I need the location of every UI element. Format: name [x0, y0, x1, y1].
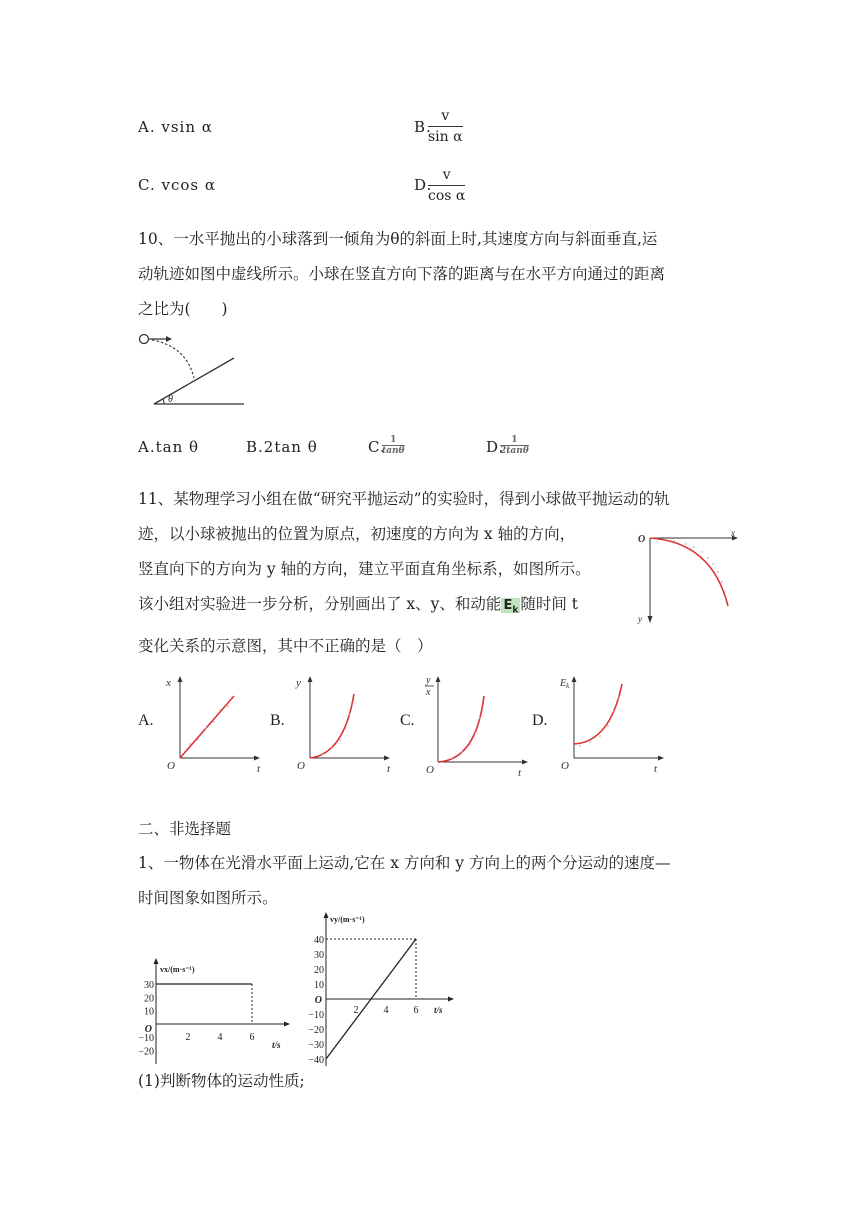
q10-line-2: 动轨迹如图中虚线所示。小球在竖直方向下落的距离与在水平方向通过的距离 — [138, 265, 666, 283]
x-axis-label: t — [257, 763, 261, 775]
curve — [574, 684, 622, 744]
kinetic-energy-symbol: $E_k$ — [503, 598, 519, 616]
q9-option-a: A. vsin α — [138, 118, 213, 136]
vx-y-tick-label: −20 — [138, 1046, 154, 1058]
q10-option-c-prefix: C. — [368, 438, 386, 456]
trajectory-curve — [650, 538, 728, 606]
curve — [438, 696, 484, 762]
q9-option-b-fraction — [428, 108, 463, 145]
vy-y-tick-label: 20 — [314, 965, 324, 976]
q11-line-2: 迹，以小球被抛出的位置为原点，初速度的方向为 x 轴的方向， — [138, 525, 576, 543]
vy-x-ticks — [354, 1005, 419, 1016]
x-axis-label: t — [387, 763, 391, 775]
vx-y-tick-label: 30 — [144, 980, 154, 991]
vx-time-graph — [134, 958, 294, 1066]
q11-line-5: 变化关系的示意图，其中不正确的是（ ） — [138, 636, 433, 655]
q10-incline-figure — [134, 328, 254, 412]
vy-y-tick-label: −10 — [308, 1010, 324, 1021]
origin-label: O — [167, 760, 175, 772]
fraction-denominator: tanθ — [382, 446, 405, 456]
angle-arc — [163, 399, 164, 404]
y-axis-label-denominator: x — [426, 687, 431, 698]
q11-line-4-start: 该小组对实验进一步分析，分别画出了 x、y、和动能 — [138, 595, 502, 613]
vx-x-tick-label: 4 — [217, 1032, 223, 1043]
graph-d — [556, 672, 666, 776]
y-axis-label: x — [166, 677, 171, 689]
fraction-numerator: v — [428, 108, 463, 127]
q11-line-3: 竖直向下的方向为 y 轴的方向，建立平面直角坐标系，如图所示。 — [138, 560, 591, 578]
q11-line-1: 11、某物理学习小组在做“研究平抛运动”的实验时，得到小球做平抛运动的轨 — [138, 490, 670, 508]
q10-option-a: A.tan θ — [138, 438, 200, 456]
vy-y-tick-label: −20 — [308, 1025, 324, 1036]
vx-y-tick-label: 20 — [144, 993, 154, 1005]
origin-label: O — [561, 760, 569, 772]
fraction-denominator: cos α — [428, 188, 466, 204]
q11-trajectory-figure — [634, 526, 744, 630]
q9-option-d-prefix: D. — [414, 176, 433, 194]
q9-option-d-fraction — [428, 167, 465, 204]
curve — [180, 696, 234, 758]
fraction-numerator: 1 — [382, 435, 405, 446]
y-axis-label: y — [296, 677, 301, 689]
q9-option-b-prefix: B. — [414, 118, 432, 136]
vy-x-tick-label: 2 — [353, 1005, 359, 1016]
theta-label: θ — [168, 394, 173, 405]
vy-y-tick-label: 10 — [314, 980, 324, 991]
sub-question-1: (1)判断物体的运动性质; — [138, 1072, 305, 1090]
q10-line-3: 之比为( ) — [138, 300, 228, 318]
vy-origin-label: O — [314, 995, 322, 1006]
origin-label: O — [426, 764, 434, 776]
arrow-head — [166, 336, 172, 342]
vy-y-tick-label: 30 — [314, 950, 324, 961]
fraction-numerator: 1 — [500, 435, 529, 446]
x-axis-label: x — [731, 528, 735, 538]
vy-y-tick-label: −40 — [308, 1055, 324, 1066]
y-axis-label: y — [638, 614, 642, 624]
graph-a — [162, 672, 262, 776]
origin-label: O — [638, 534, 646, 545]
q1-line-2: 时间图象如图所示。 — [138, 889, 278, 907]
vy-y-tick-label: −30 — [308, 1040, 324, 1051]
q1-line-1: 1、一物体在光滑水平面上运动,它在 x 方向和 y 方向上的两个分运动的速度— — [138, 854, 671, 872]
vx-y-tick-label: −10 — [138, 1033, 154, 1045]
y-axis-label-numerator: y — [426, 675, 431, 686]
q10-option-d-prefix: D. — [486, 438, 505, 456]
origin-label: O — [297, 760, 305, 772]
q9-option-c: C. vcos α — [138, 176, 216, 194]
vx-x-tick-label: 2 — [185, 1032, 191, 1043]
x-axis-label: t — [518, 767, 522, 776]
vx-time-label: t/s — [272, 1040, 281, 1050]
q11-line-4-end: 随时间 t — [520, 595, 578, 613]
q10-option-c-fraction — [382, 435, 405, 456]
vy-axis-label: vy/(m·s⁻¹) — [330, 915, 365, 924]
q10-option-b: B.2tan θ — [246, 438, 318, 456]
x-axis-label: t — [654, 763, 658, 775]
ball — [140, 335, 149, 344]
fraction-denominator: sin α — [428, 129, 463, 145]
q10-text — [138, 222, 738, 327]
vx-y-tick-label: 10 — [144, 1006, 154, 1018]
vy-x-tick-label: 4 — [383, 1005, 389, 1016]
q10-option-d-fraction — [500, 435, 529, 456]
graph-c — [420, 672, 530, 776]
graph-d-label: D. — [532, 712, 548, 729]
graph-b-label: B. — [270, 712, 285, 729]
vx-axis-label: vx/(m·s⁻¹) — [160, 965, 195, 974]
vx-y-ticks — [138, 980, 154, 1058]
vy-time-graph — [300, 910, 460, 1068]
trajectory-dashed — [152, 340, 194, 378]
q10-line-1: 10、一水平抛出的小球落到一倾角为θ的斜面上时,其速度方向与斜面垂直,运 — [138, 230, 658, 248]
graph-c-label: C. — [400, 712, 415, 729]
vy-x-tick-label: 6 — [413, 1005, 419, 1016]
vx-x-ticks — [186, 1032, 255, 1043]
graph-a-label: A. — [138, 712, 154, 729]
incline-surface — [154, 358, 234, 404]
y-axis-arrow — [648, 616, 653, 623]
vx-x-tick-label: 6 — [249, 1032, 255, 1043]
graph-b — [292, 672, 392, 776]
y-axis-label: $E_k$ — [560, 678, 570, 690]
section-2-title: 二、非选择题 — [138, 820, 232, 838]
vx-origin-label: O — [144, 1024, 152, 1035]
vy-y-tick-label: 40 — [314, 935, 324, 946]
data-points — [673, 540, 726, 593]
fraction-numerator: v — [428, 167, 465, 186]
fraction-denominator: 2tanθ — [500, 446, 529, 456]
vy-time-label: t/s — [434, 1005, 443, 1015]
section-2-q1-text — [138, 846, 748, 916]
